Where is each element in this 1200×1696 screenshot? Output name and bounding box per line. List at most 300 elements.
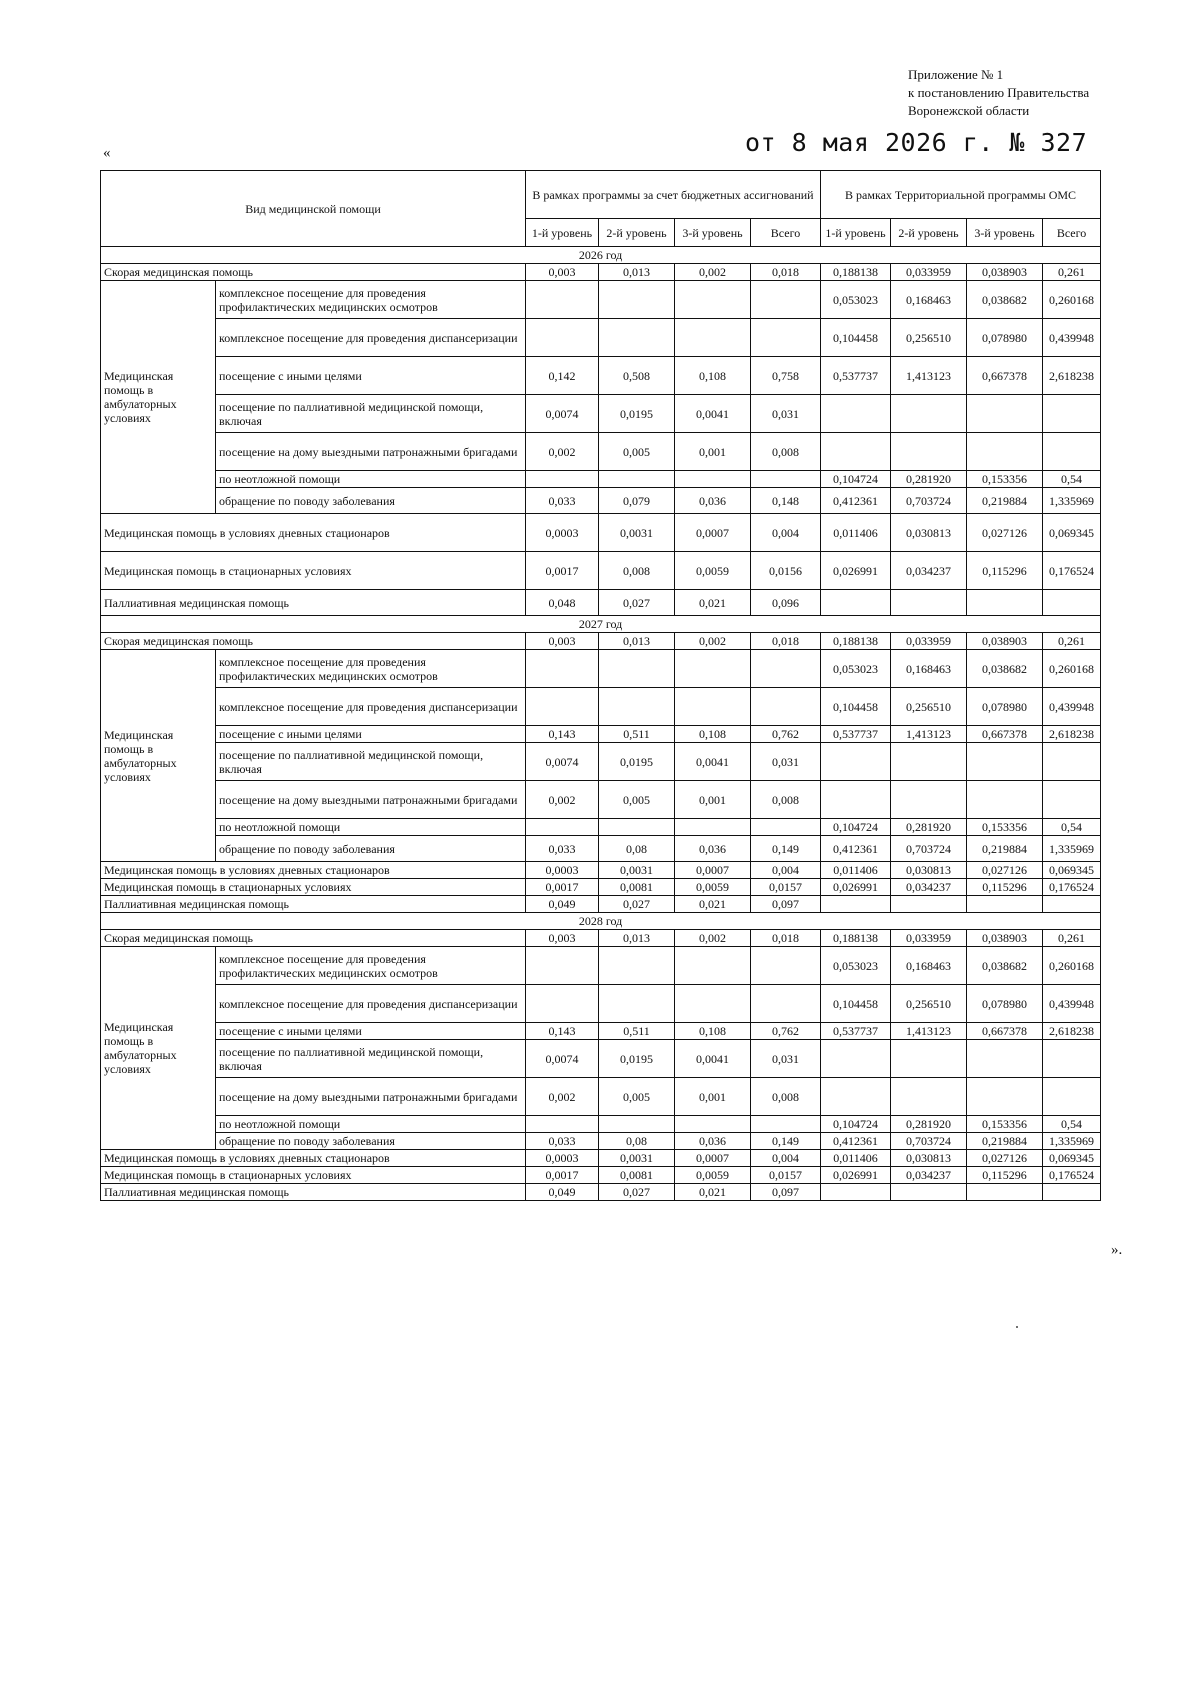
value-budget-total — [751, 281, 821, 319]
value-oms-level-3 — [967, 433, 1043, 471]
care-type-label: Скорая медицинская помощь — [101, 930, 526, 947]
value-oms-level-2: 0,703724 — [891, 836, 967, 862]
value-oms-level-3: 0,078980 — [967, 319, 1043, 357]
table-row — [101, 947, 1101, 985]
table-row — [101, 514, 1101, 552]
value-oms-level-3: 0,153356 — [967, 1116, 1043, 1133]
visit-type-label: комплексное посещение для проведения диспансеризации — [216, 688, 526, 726]
value-oms-total — [1043, 1040, 1101, 1078]
closing-quote: ». — [1111, 1242, 1123, 1258]
value-budget-level-1: 0,142 — [526, 357, 599, 395]
value-oms-level-2 — [891, 590, 967, 616]
decree-date-number: от 8 мая 2026 г. № 327 — [745, 128, 1088, 157]
value-budget-level-3: 0,002 — [675, 633, 751, 650]
care-type-label: Медицинская помощь в стационарных условиях — [101, 879, 526, 896]
value-budget-total: 0,018 — [751, 633, 821, 650]
value-oms-total — [1043, 743, 1101, 781]
year-label: 2028 год — [101, 913, 1101, 930]
value-oms-level-2: 0,034237 — [891, 1167, 967, 1184]
visit-type-label: комплексное посещение для проведения диспансеризации — [216, 319, 526, 357]
value-budget-level-1: 0,0074 — [526, 395, 599, 433]
header-oms-level-1: 1-й уровень — [821, 219, 891, 247]
value-oms-total: 0,260168 — [1043, 650, 1101, 688]
value-budget-total: 0,758 — [751, 357, 821, 395]
value-budget-level-2 — [599, 281, 675, 319]
value-oms-level-3: 0,219884 — [967, 1133, 1043, 1150]
table-row — [101, 264, 1101, 281]
value-budget-level-2: 0,005 — [599, 1078, 675, 1116]
value-budget-level-3: 0,0059 — [675, 1167, 751, 1184]
value-oms-level-3: 0,038903 — [967, 633, 1043, 650]
header-budget-program: В рамках программы за счет бюджетных ассигнований — [526, 171, 821, 219]
value-budget-total — [751, 688, 821, 726]
visit-type-label: комплексное посещение для проведения профилактических медицинских осмотров — [216, 947, 526, 985]
year-row — [101, 616, 1101, 633]
care-type-label: Медицинская помощь в стационарных условиях — [101, 1167, 526, 1184]
value-budget-level-3: 0,0041 — [675, 395, 751, 433]
table-row — [101, 590, 1101, 616]
value-oms-level-1: 0,026991 — [821, 552, 891, 590]
value-oms-level-3: 0,038903 — [967, 264, 1043, 281]
value-oms-level-2: 0,281920 — [891, 471, 967, 488]
table-row — [101, 1023, 1101, 1040]
visit-type-label: по неотложной помощи — [216, 819, 526, 836]
value-oms-level-1 — [821, 433, 891, 471]
visit-type-label: посещение по паллиативной медицинской помощи, включая — [216, 1040, 526, 1078]
value-oms-level-2: 0,034237 — [891, 552, 967, 590]
value-oms-level-2 — [891, 433, 967, 471]
value-budget-level-2: 0,0081 — [599, 1167, 675, 1184]
value-oms-level-3 — [967, 896, 1043, 913]
table-row — [101, 650, 1101, 688]
value-budget-level-3: 0,0007 — [675, 1150, 751, 1167]
value-budget-level-1 — [526, 819, 599, 836]
value-oms-level-1 — [821, 896, 891, 913]
year-row — [101, 913, 1101, 930]
value-budget-total: 0,0157 — [751, 1167, 821, 1184]
value-budget-total: 0,0157 — [751, 879, 821, 896]
value-oms-total: 0,439948 — [1043, 688, 1101, 726]
value-oms-total: 2,618238 — [1043, 357, 1101, 395]
value-oms-level-2: 0,256510 — [891, 985, 967, 1023]
value-budget-level-3: 0,036 — [675, 836, 751, 862]
value-budget-level-1: 0,002 — [526, 433, 599, 471]
table-row — [101, 552, 1101, 590]
value-budget-level-3 — [675, 319, 751, 357]
value-budget-level-3 — [675, 985, 751, 1023]
value-oms-level-1: 0,026991 — [821, 879, 891, 896]
value-oms-level-3 — [967, 781, 1043, 819]
header-oms-program: В рамках Территориальной программы ОМС — [821, 171, 1101, 219]
value-oms-level-1: 0,053023 — [821, 281, 891, 319]
value-oms-level-2: 1,413123 — [891, 1023, 967, 1040]
table-row — [101, 488, 1101, 514]
value-oms-level-1: 0,104458 — [821, 985, 891, 1023]
table-row — [101, 819, 1101, 836]
year-row — [101, 247, 1101, 264]
value-oms-level-2: 0,030813 — [891, 514, 967, 552]
value-oms-level-2 — [891, 781, 967, 819]
value-oms-level-1 — [821, 781, 891, 819]
value-oms-total: 0,261 — [1043, 264, 1101, 281]
value-oms-level-3: 0,078980 — [967, 688, 1043, 726]
value-budget-level-2: 0,008 — [599, 552, 675, 590]
value-budget-total: 0,096 — [751, 590, 821, 616]
value-oms-total: 1,335969 — [1043, 836, 1101, 862]
value-oms-level-2 — [891, 1040, 967, 1078]
table-row — [101, 743, 1101, 781]
header-budget-level-2: 2-й уровень — [599, 219, 675, 247]
care-type-label: Медицинская помощь в условиях дневных стационаров — [101, 862, 526, 879]
visit-type-label: посещение с иными целями — [216, 1023, 526, 1040]
value-oms-level-3: 0,038903 — [967, 930, 1043, 947]
value-budget-level-1: 0,0074 — [526, 1040, 599, 1078]
value-budget-level-3: 0,001 — [675, 433, 751, 471]
value-budget-level-3 — [675, 819, 751, 836]
value-oms-level-3: 0,667378 — [967, 357, 1043, 395]
value-oms-level-2: 0,033959 — [891, 930, 967, 947]
value-budget-level-3: 0,108 — [675, 726, 751, 743]
visit-type-label: посещение по паллиативной медицинской помощи, включая — [216, 743, 526, 781]
value-oms-total: 0,54 — [1043, 819, 1101, 836]
value-budget-total: 0,004 — [751, 862, 821, 879]
value-oms-total — [1043, 590, 1101, 616]
value-oms-level-2 — [891, 1078, 967, 1116]
value-oms-total: 1,335969 — [1043, 1133, 1101, 1150]
value-oms-level-1 — [821, 1078, 891, 1116]
value-oms-total: 0,069345 — [1043, 1150, 1101, 1167]
value-oms-level-2: 0,033959 — [891, 633, 967, 650]
value-oms-total — [1043, 395, 1101, 433]
value-oms-total: 0,261 — [1043, 633, 1101, 650]
outpatient-group-label: Медицинская помощь в амбулаторных условиях — [101, 650, 216, 862]
value-budget-level-3: 0,021 — [675, 1184, 751, 1201]
value-budget-level-3: 0,108 — [675, 1023, 751, 1040]
value-budget-level-1: 0,033 — [526, 836, 599, 862]
value-budget-level-3: 0,036 — [675, 488, 751, 514]
value-budget-level-3: 0,0007 — [675, 862, 751, 879]
value-oms-level-1: 0,026991 — [821, 1167, 891, 1184]
value-budget-level-1: 0,049 — [526, 896, 599, 913]
value-budget-level-2 — [599, 319, 675, 357]
value-budget-level-3 — [675, 281, 751, 319]
value-oms-level-3: 0,027126 — [967, 514, 1043, 552]
value-budget-level-3: 0,0007 — [675, 514, 751, 552]
value-oms-level-2: 0,168463 — [891, 947, 967, 985]
value-budget-level-2: 0,079 — [599, 488, 675, 514]
care-type-label: Скорая медицинская помощь — [101, 633, 526, 650]
value-budget-total — [751, 319, 821, 357]
value-oms-total: 0,176524 — [1043, 1167, 1101, 1184]
opening-quote: « — [103, 145, 111, 161]
header-budget-level-1: 1-й уровень — [526, 219, 599, 247]
value-oms-level-1: 0,412361 — [821, 488, 891, 514]
value-budget-level-3: 0,0059 — [675, 552, 751, 590]
value-budget-total: 0,762 — [751, 1023, 821, 1040]
value-budget-level-2: 0,005 — [599, 433, 675, 471]
table-row — [101, 930, 1101, 947]
value-budget-level-2: 0,0195 — [599, 395, 675, 433]
value-oms-level-2: 1,413123 — [891, 357, 967, 395]
value-budget-total: 0,0156 — [751, 552, 821, 590]
value-budget-total: 0,031 — [751, 395, 821, 433]
value-oms-level-1 — [821, 590, 891, 616]
value-oms-level-1 — [821, 395, 891, 433]
visit-type-label: обращение по поводу заболевания — [216, 1133, 526, 1150]
visit-type-label: обращение по поводу заболевания — [216, 836, 526, 862]
value-budget-total: 0,148 — [751, 488, 821, 514]
visit-type-label: посещение с иными целями — [216, 357, 526, 395]
value-budget-level-3: 0,0059 — [675, 879, 751, 896]
value-oms-total: 2,618238 — [1043, 726, 1101, 743]
value-budget-level-1: 0,049 — [526, 1184, 599, 1201]
value-oms-level-2: 0,281920 — [891, 819, 967, 836]
value-budget-level-2 — [599, 947, 675, 985]
value-oms-level-2: 0,168463 — [891, 650, 967, 688]
value-oms-total: 0,069345 — [1043, 862, 1101, 879]
value-budget-level-3: 0,0041 — [675, 1040, 751, 1078]
value-budget-level-1: 0,0003 — [526, 862, 599, 879]
value-oms-total: 0,069345 — [1043, 514, 1101, 552]
value-oms-level-1: 0,104724 — [821, 1116, 891, 1133]
value-oms-level-1: 0,188138 — [821, 633, 891, 650]
value-budget-total: 0,018 — [751, 264, 821, 281]
value-budget-level-2: 0,08 — [599, 1133, 675, 1150]
value-budget-level-2: 0,027 — [599, 896, 675, 913]
value-budget-level-1: 0,0003 — [526, 1150, 599, 1167]
value-oms-level-2: 1,413123 — [891, 726, 967, 743]
appendix-line-3: Воронежской области — [908, 103, 1030, 118]
value-budget-total: 0,097 — [751, 1184, 821, 1201]
value-budget-level-2: 0,508 — [599, 357, 675, 395]
value-budget-total — [751, 985, 821, 1023]
value-budget-level-3 — [675, 947, 751, 985]
value-budget-level-1 — [526, 1116, 599, 1133]
value-oms-level-1: 0,537737 — [821, 1023, 891, 1040]
scan-speck — [1016, 1326, 1018, 1328]
header-oms-total: Всего — [1043, 219, 1101, 247]
value-oms-total — [1043, 781, 1101, 819]
value-budget-level-1: 0,003 — [526, 633, 599, 650]
visit-type-label: по неотложной помощи — [216, 1116, 526, 1133]
value-oms-level-3: 0,038682 — [967, 650, 1043, 688]
care-type-label: Паллиативная медицинская помощь — [101, 896, 526, 913]
value-budget-total: 0,762 — [751, 726, 821, 743]
value-budget-level-3 — [675, 1116, 751, 1133]
value-oms-level-3: 0,115296 — [967, 552, 1043, 590]
value-budget-level-1: 0,143 — [526, 726, 599, 743]
value-budget-level-2 — [599, 819, 675, 836]
table-row — [101, 1133, 1101, 1150]
value-budget-level-2: 0,027 — [599, 590, 675, 616]
visit-type-label: посещение на дому выездными патронажными бригадами — [216, 781, 526, 819]
header-budget-level-3: 3-й уровень — [675, 219, 751, 247]
value-budget-total: 0,008 — [751, 781, 821, 819]
value-budget-total: 0,008 — [751, 433, 821, 471]
year-label: 2026 год — [101, 247, 1101, 264]
table-row — [101, 1040, 1101, 1078]
table-row — [101, 1184, 1101, 1201]
header-oms-level-3: 3-й уровень — [967, 219, 1043, 247]
value-budget-total: 0,018 — [751, 930, 821, 947]
value-budget-level-2: 0,0195 — [599, 743, 675, 781]
care-type-label: Паллиативная медицинская помощь — [101, 1184, 526, 1201]
value-oms-level-3 — [967, 590, 1043, 616]
value-budget-level-2: 0,0031 — [599, 862, 675, 879]
care-type-label: Скорая медицинская помощь — [101, 264, 526, 281]
value-budget-level-2: 0,0195 — [599, 1040, 675, 1078]
value-budget-level-3: 0,002 — [675, 264, 751, 281]
value-oms-level-2 — [891, 1184, 967, 1201]
value-oms-level-3: 0,038682 — [967, 947, 1043, 985]
value-oms-level-1: 0,188138 — [821, 930, 891, 947]
visit-type-label: обращение по поводу заболевания — [216, 488, 526, 514]
value-oms-total — [1043, 896, 1101, 913]
value-oms-level-2: 0,256510 — [891, 688, 967, 726]
value-budget-level-1: 0,002 — [526, 781, 599, 819]
table-row — [101, 879, 1101, 896]
value-oms-total — [1043, 1184, 1101, 1201]
visit-type-label: комплексное посещение для проведения профилактических медицинских осмотров — [216, 650, 526, 688]
value-budget-level-2 — [599, 688, 675, 726]
table-row — [101, 1078, 1101, 1116]
care-type-label: Паллиативная медицинская помощь — [101, 590, 526, 616]
value-oms-level-3: 0,667378 — [967, 1023, 1043, 1040]
table-row — [101, 896, 1101, 913]
table-row — [101, 688, 1101, 726]
value-budget-level-1: 0,033 — [526, 488, 599, 514]
table-row — [101, 395, 1101, 433]
value-oms-level-1 — [821, 1040, 891, 1078]
value-oms-level-3 — [967, 395, 1043, 433]
value-oms-total: 0,176524 — [1043, 552, 1101, 590]
value-budget-level-1: 0,048 — [526, 590, 599, 616]
table-row — [101, 985, 1101, 1023]
value-budget-level-1: 0,033 — [526, 1133, 599, 1150]
visit-type-label: посещение на дому выездными патронажными бригадами — [216, 1078, 526, 1116]
year-label: 2027 год — [101, 616, 1101, 633]
value-oms-level-3 — [967, 1040, 1043, 1078]
value-oms-level-3 — [967, 1184, 1043, 1201]
value-oms-level-3: 0,038682 — [967, 281, 1043, 319]
visit-type-label: посещение по паллиативной медицинской помощи, включая — [216, 395, 526, 433]
value-budget-level-2: 0,0031 — [599, 514, 675, 552]
value-budget-level-3: 0,002 — [675, 930, 751, 947]
table-row — [101, 471, 1101, 488]
value-oms-level-2: 0,703724 — [891, 1133, 967, 1150]
table-row — [101, 357, 1101, 395]
value-oms-level-2 — [891, 896, 967, 913]
value-budget-level-2 — [599, 471, 675, 488]
value-budget-total: 0,008 — [751, 1078, 821, 1116]
value-budget-total — [751, 650, 821, 688]
appendix-caption — [908, 66, 1168, 120]
value-budget-total: 0,031 — [751, 743, 821, 781]
table-row — [101, 281, 1101, 319]
value-oms-total — [1043, 1078, 1101, 1116]
table-row — [101, 781, 1101, 819]
value-budget-level-2 — [599, 1116, 675, 1133]
value-budget-level-1 — [526, 947, 599, 985]
value-budget-level-3: 0,001 — [675, 1078, 751, 1116]
value-budget-level-2 — [599, 985, 675, 1023]
value-oms-total: 0,176524 — [1043, 879, 1101, 896]
value-budget-level-1: 0,003 — [526, 264, 599, 281]
value-budget-level-1 — [526, 281, 599, 319]
value-budget-level-3 — [675, 688, 751, 726]
value-budget-level-3 — [675, 471, 751, 488]
value-oms-level-1: 0,011406 — [821, 514, 891, 552]
visit-type-label: посещение на дому выездными патронажными бригадами — [216, 433, 526, 471]
value-oms-level-3: 0,153356 — [967, 471, 1043, 488]
value-oms-level-3 — [967, 743, 1043, 781]
value-budget-level-2: 0,005 — [599, 781, 675, 819]
value-budget-level-2: 0,0081 — [599, 879, 675, 896]
value-oms-level-1: 0,412361 — [821, 836, 891, 862]
value-budget-level-1 — [526, 650, 599, 688]
value-oms-level-2: 0,030813 — [891, 862, 967, 879]
value-oms-level-2 — [891, 395, 967, 433]
value-oms-level-2: 0,703724 — [891, 488, 967, 514]
table-row — [101, 1150, 1101, 1167]
value-oms-level-2: 0,033959 — [891, 264, 967, 281]
value-budget-level-2: 0,511 — [599, 726, 675, 743]
table-row — [101, 836, 1101, 862]
value-oms-total: 0,54 — [1043, 471, 1101, 488]
value-budget-total — [751, 471, 821, 488]
value-oms-level-2: 0,168463 — [891, 281, 967, 319]
value-oms-level-1: 0,011406 — [821, 862, 891, 879]
value-budget-level-3: 0,036 — [675, 1133, 751, 1150]
value-budget-level-2: 0,027 — [599, 1184, 675, 1201]
value-oms-level-3: 0,115296 — [967, 1167, 1043, 1184]
visit-type-label: посещение с иными целями — [216, 726, 526, 743]
care-type-label: Медицинская помощь в условиях дневных стационаров — [101, 514, 526, 552]
value-oms-level-1: 0,011406 — [821, 1150, 891, 1167]
value-budget-level-2: 0,013 — [599, 264, 675, 281]
value-oms-total: 0,54 — [1043, 1116, 1101, 1133]
medical-care-volume-table — [100, 170, 1101, 1201]
table-row — [101, 633, 1101, 650]
value-oms-total — [1043, 433, 1101, 471]
visit-type-label: комплексное посещение для проведения профилактических медицинских осмотров — [216, 281, 526, 319]
value-budget-level-1 — [526, 985, 599, 1023]
value-oms-level-1: 0,104458 — [821, 319, 891, 357]
value-budget-level-3: 0,021 — [675, 896, 751, 913]
value-budget-level-1: 0,0074 — [526, 743, 599, 781]
value-budget-level-1: 0,0017 — [526, 552, 599, 590]
value-oms-total: 0,261 — [1043, 930, 1101, 947]
table-row — [101, 433, 1101, 471]
value-budget-total: 0,031 — [751, 1040, 821, 1078]
value-budget-total: 0,097 — [751, 896, 821, 913]
value-oms-level-2: 0,256510 — [891, 319, 967, 357]
value-oms-total: 0,439948 — [1043, 985, 1101, 1023]
value-oms-level-3 — [967, 1078, 1043, 1116]
value-budget-level-2: 0,08 — [599, 836, 675, 862]
value-budget-total — [751, 947, 821, 985]
value-budget-total: 0,149 — [751, 1133, 821, 1150]
value-oms-level-1: 0,412361 — [821, 1133, 891, 1150]
value-budget-level-2: 0,511 — [599, 1023, 675, 1040]
value-oms-level-3: 0,153356 — [967, 819, 1043, 836]
value-oms-level-1: 0,537737 — [821, 726, 891, 743]
value-budget-level-3: 0,021 — [675, 590, 751, 616]
value-oms-total: 0,260168 — [1043, 281, 1101, 319]
value-budget-level-1: 0,0017 — [526, 1167, 599, 1184]
value-oms-level-2 — [891, 743, 967, 781]
value-oms-level-1: 0,053023 — [821, 947, 891, 985]
